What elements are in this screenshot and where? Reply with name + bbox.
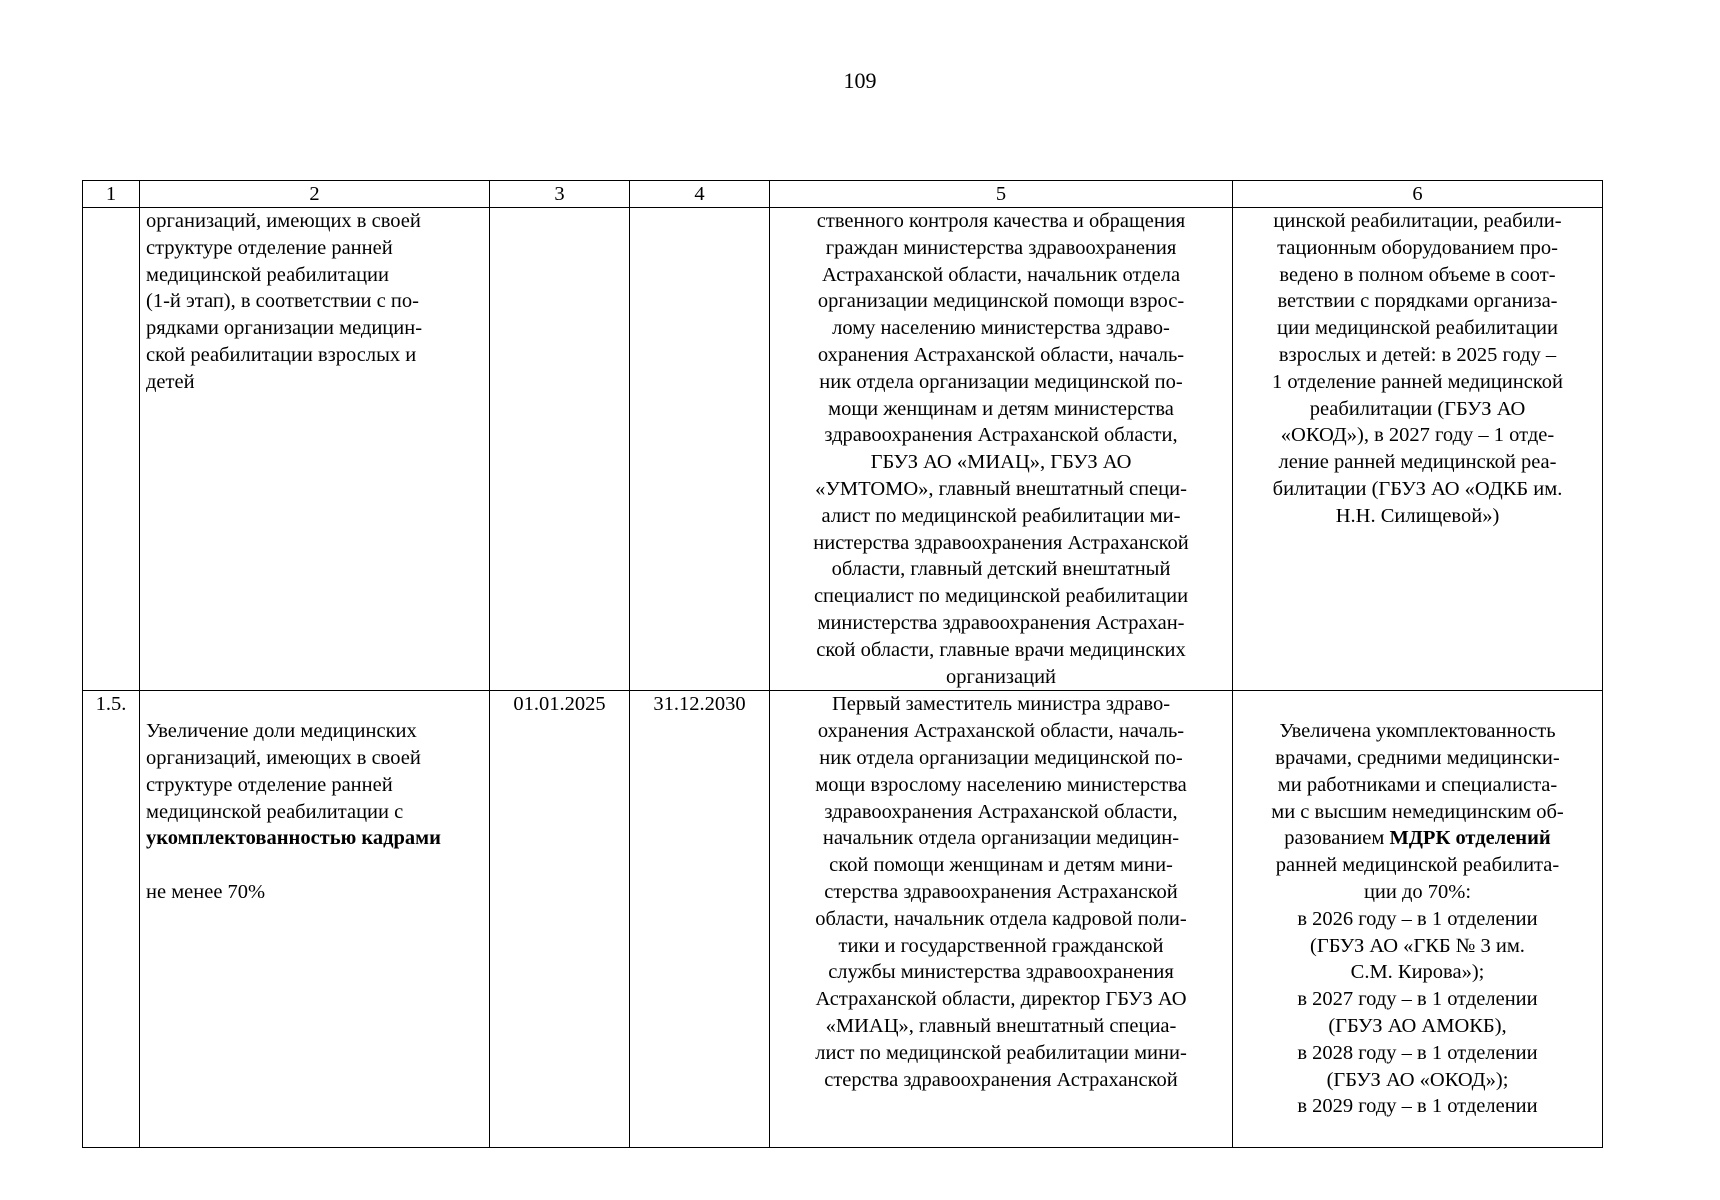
result-bold: МДРК отделений <box>1389 827 1551 850</box>
row-number: 1.5. <box>83 691 140 1148</box>
activity-name: организаций, имеющих в своей структуре отделение ранней медицинской реабилитации (1-й этап), в соответствии с по- рядками организации медицин- ской реабилитации взрослых и детей <box>140 208 490 691</box>
end-date <box>630 208 770 691</box>
row-number <box>83 208 140 691</box>
table-header-row <box>83 181 1603 208</box>
expected-result <box>1233 691 1603 1148</box>
activity-name-bold: укомплектованностью кадрами <box>146 827 441 850</box>
activity-name-text: Увеличение доли медицинских организаций, имеющих в своей структуре отделение ранней медицинской реабилитации с <box>146 720 421 823</box>
header-col-6: 6 <box>1233 181 1603 208</box>
start-date: 01.01.2025 <box>490 691 630 1148</box>
result-tail: ранней медицинской реабилита- ции до 70%: в 2026 году – в 1 отделении (ГБУЗ АО «ГКБ № 3 им. С.М. Кирова»); в 2027 году – в 1 отделении (ГБУЗ АО АМОКБ), в 2028 году – в 1 отделении (ГБУЗ АО «ОКОД»); в 2029 году – в 1 отделении <box>1275 854 1560 1118</box>
header-col-5: 5 <box>770 181 1233 208</box>
start-date <box>490 208 630 691</box>
expected-result: цинской реабилитации, реабили- тационным оборудованием про- ведено в полном объеме в соот- ветствии с порядками организа- ции медицинской реабилитации взрослых и детей: в 2025 году – 1 отделение ранней медицинской реабилитации (ГБУЗ АО «ОКОД»), в 2027 году – 1 отде- ление ранней медицинской реа- билитации (ГБУЗ АО «ОДКБ им. Н.Н. Силищевой») <box>1233 208 1603 691</box>
activity-name <box>140 691 490 1148</box>
table-row <box>83 691 1603 1148</box>
activity-name-tail: не менее 70% <box>146 880 266 903</box>
page-number: 109 <box>843 68 877 93</box>
plan-table <box>82 180 1603 1148</box>
result-head: Увеличена укомплектованность врачами, средними медицински- ми работниками и специалиста- ми с высшим немедицинским об- разованием <box>1271 720 1564 850</box>
header-col-4: 4 <box>630 181 770 208</box>
responsible-persons: ственного контроля качества и обращения граждан министерства здравоохранения Астраханской области, начальник отдела организации медицинской помощи взрос- лому населению министерства здраво- охранения Астраханской области, началь- ник отдела организации медицинской по- мощи женщинам и детям министерства здравоохранения Астраханской области, ГБУЗ АО «МИАЦ», ГБУЗ АО «УМТОМО», главный внештатный специ- алист по медицинской реабилитации ми- нистерства здравоохранения Астраханской области, главный детский внештатный специалист по медицинской реабилитации министерства здравоохранения Астрахан- ской области, главные врачи медицинских организаций <box>770 208 1233 691</box>
end-date: 31.12.2030 <box>630 691 770 1148</box>
header-col-1: 1 <box>83 181 140 208</box>
responsible-persons: Первый заместитель министра здраво- охранения Астраханской области, началь- ник отдела организации медицинской по- мощи взрослому населению министерства здравоохранения Астраханской области, начальник отдела организации медицин- ской помощи женщинам и детям мини- стерства здравоохранения Астраханской области, начальник отдела кадровой поли- тики и государственной гражданской службы министерства здравоохранения Астраханской области, директор ГБУЗ АО «МИАЦ», главный внештатный специа- лист по медицинской реабилитации мини- стерства здравоохранения Астраханской <box>770 691 1233 1148</box>
header-col-2: 2 <box>140 181 490 208</box>
table-row <box>83 208 1603 691</box>
header-col-3: 3 <box>490 181 630 208</box>
